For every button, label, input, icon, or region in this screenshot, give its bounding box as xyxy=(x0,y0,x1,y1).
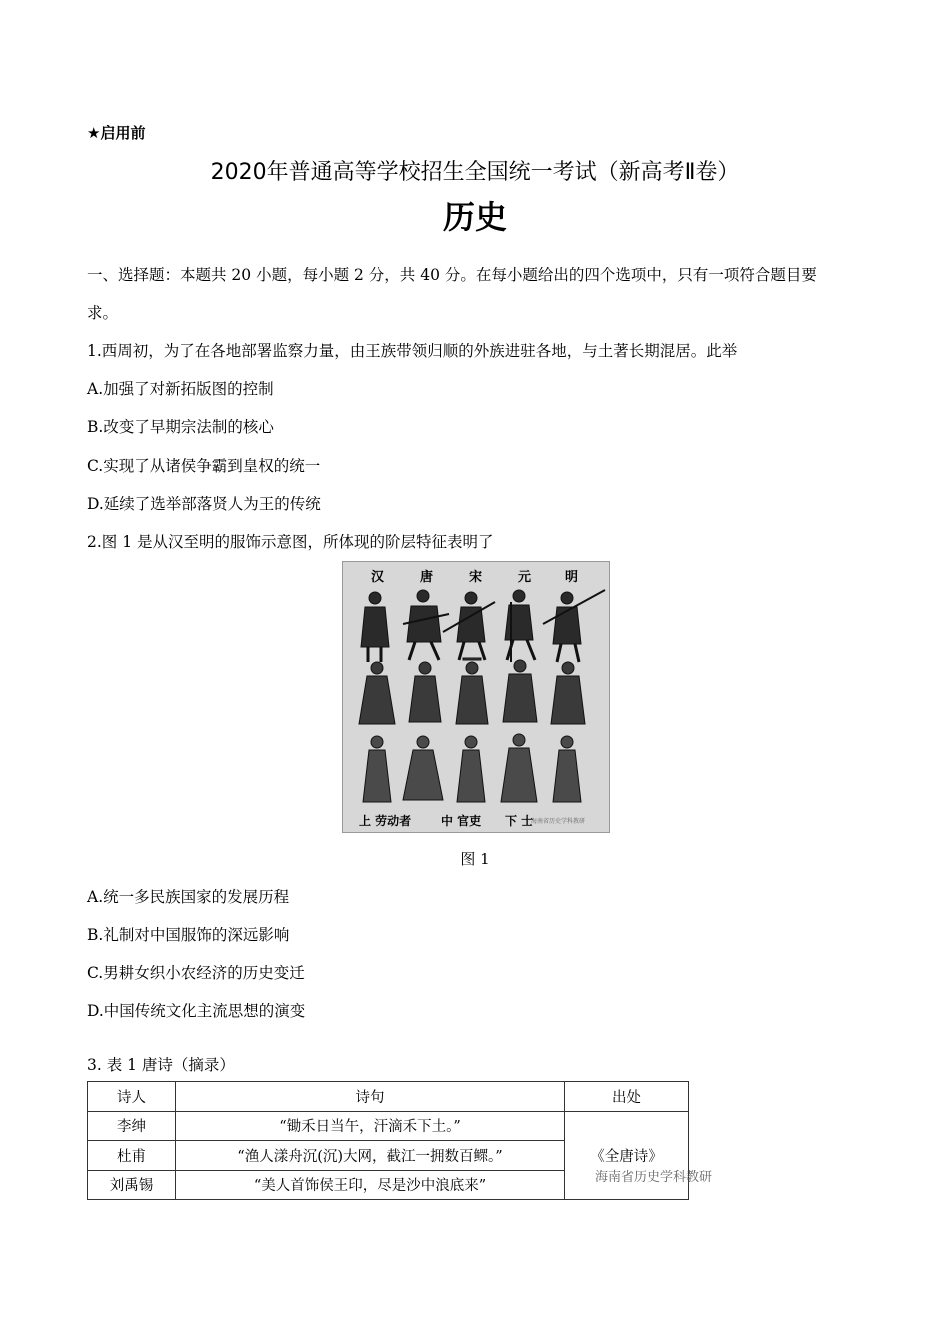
q1-option-a: A.加强了对新拓版图的控制 xyxy=(87,380,274,398)
q2-option-d: D.中国传统文化主流思想的演变 xyxy=(87,1002,306,1020)
q1-option-d: D.延续了选举部落贤人为王的传统 xyxy=(87,495,321,513)
dynasty-label-song: 宋 xyxy=(469,570,483,585)
subject-title: 历史 xyxy=(442,198,507,236)
exam-title: 2020年普通高等学校招生全国统一考试（新高考Ⅱ卷） xyxy=(210,160,740,185)
dynasty-label-yuan: 元 xyxy=(518,570,532,585)
table-header-row xyxy=(88,1082,689,1112)
source-cell: 《全唐诗》 xyxy=(565,1111,689,1200)
q1-option-b: B.改变了早期宗法制的核心 xyxy=(87,418,274,436)
figure-row-scholars xyxy=(363,734,581,802)
q3-stem: 3. 表 1 唐诗（摘录） xyxy=(87,1056,235,1074)
class-label-officials: 中 官吏 xyxy=(441,814,482,828)
figure-watermark: 海南省历史学科教研 xyxy=(531,818,586,825)
q2-stem: 2.图 1 是从汉至明的服饰示意图，所体现的阶层特征表明了 xyxy=(87,533,494,551)
q1-stem: 1.西周初，为了在各地部署监察力量，由王族带领归顺的外族进驻各地，与土著长期混居。此举 xyxy=(87,342,738,360)
section-instruction-line2: 求。 xyxy=(87,304,119,322)
table-row xyxy=(88,1111,689,1141)
verse-cell: “锄禾日当午，汗滴禾下土。” xyxy=(176,1111,565,1141)
dynasty-label-tang: 唐 xyxy=(420,570,434,585)
header-poet: 诗人 xyxy=(88,1082,176,1112)
dynasty-label-han: 汉 xyxy=(371,570,385,585)
header-source: 出处 xyxy=(565,1082,689,1112)
q2-option-b: B.礼制对中国服饰的深远影响 xyxy=(87,926,290,944)
figure-row-officials xyxy=(359,658,585,724)
clothing-figure xyxy=(342,561,610,833)
q1-option-c: C.实现了从诸侯争霸到皇权的统一 xyxy=(87,457,321,475)
poet-cell: 李绅 xyxy=(88,1111,176,1141)
verse-cell: “渔人漾舟沉(沉)大网，截江一拥数百鳏。” xyxy=(176,1141,565,1171)
figure-caption: 图 1 xyxy=(460,850,490,868)
section-instruction-line1: 一、选择题：本题共 20 小题，每小题 2 分，共 40 分。在每小题给出的四个选项中，只有一项符合题目要 xyxy=(87,266,817,284)
confidential-tag: ★启用前 xyxy=(87,124,146,142)
table-watermark: 海南省历史学科教研 xyxy=(595,1170,713,1185)
header-verse: 诗句 xyxy=(176,1082,565,1112)
q2-option-c: C.男耕女织小农经济的历史变迁 xyxy=(87,964,305,982)
figures-illustration xyxy=(343,562,610,833)
figure-row-laborers xyxy=(361,590,605,662)
dynasty-label-ming: 明 xyxy=(565,570,579,585)
class-label-scholars: 下 士 xyxy=(505,814,534,828)
verse-cell: “美人首饰侯王印，尽是沙中浪底来” xyxy=(176,1170,565,1200)
q2-option-a: A.统一多民族国家的发展历程 xyxy=(87,888,290,906)
poet-cell: 杜甫 xyxy=(88,1141,176,1171)
class-label-laborers: 上 劳动者 xyxy=(359,814,412,828)
poet-cell: 刘禹锡 xyxy=(88,1170,176,1200)
